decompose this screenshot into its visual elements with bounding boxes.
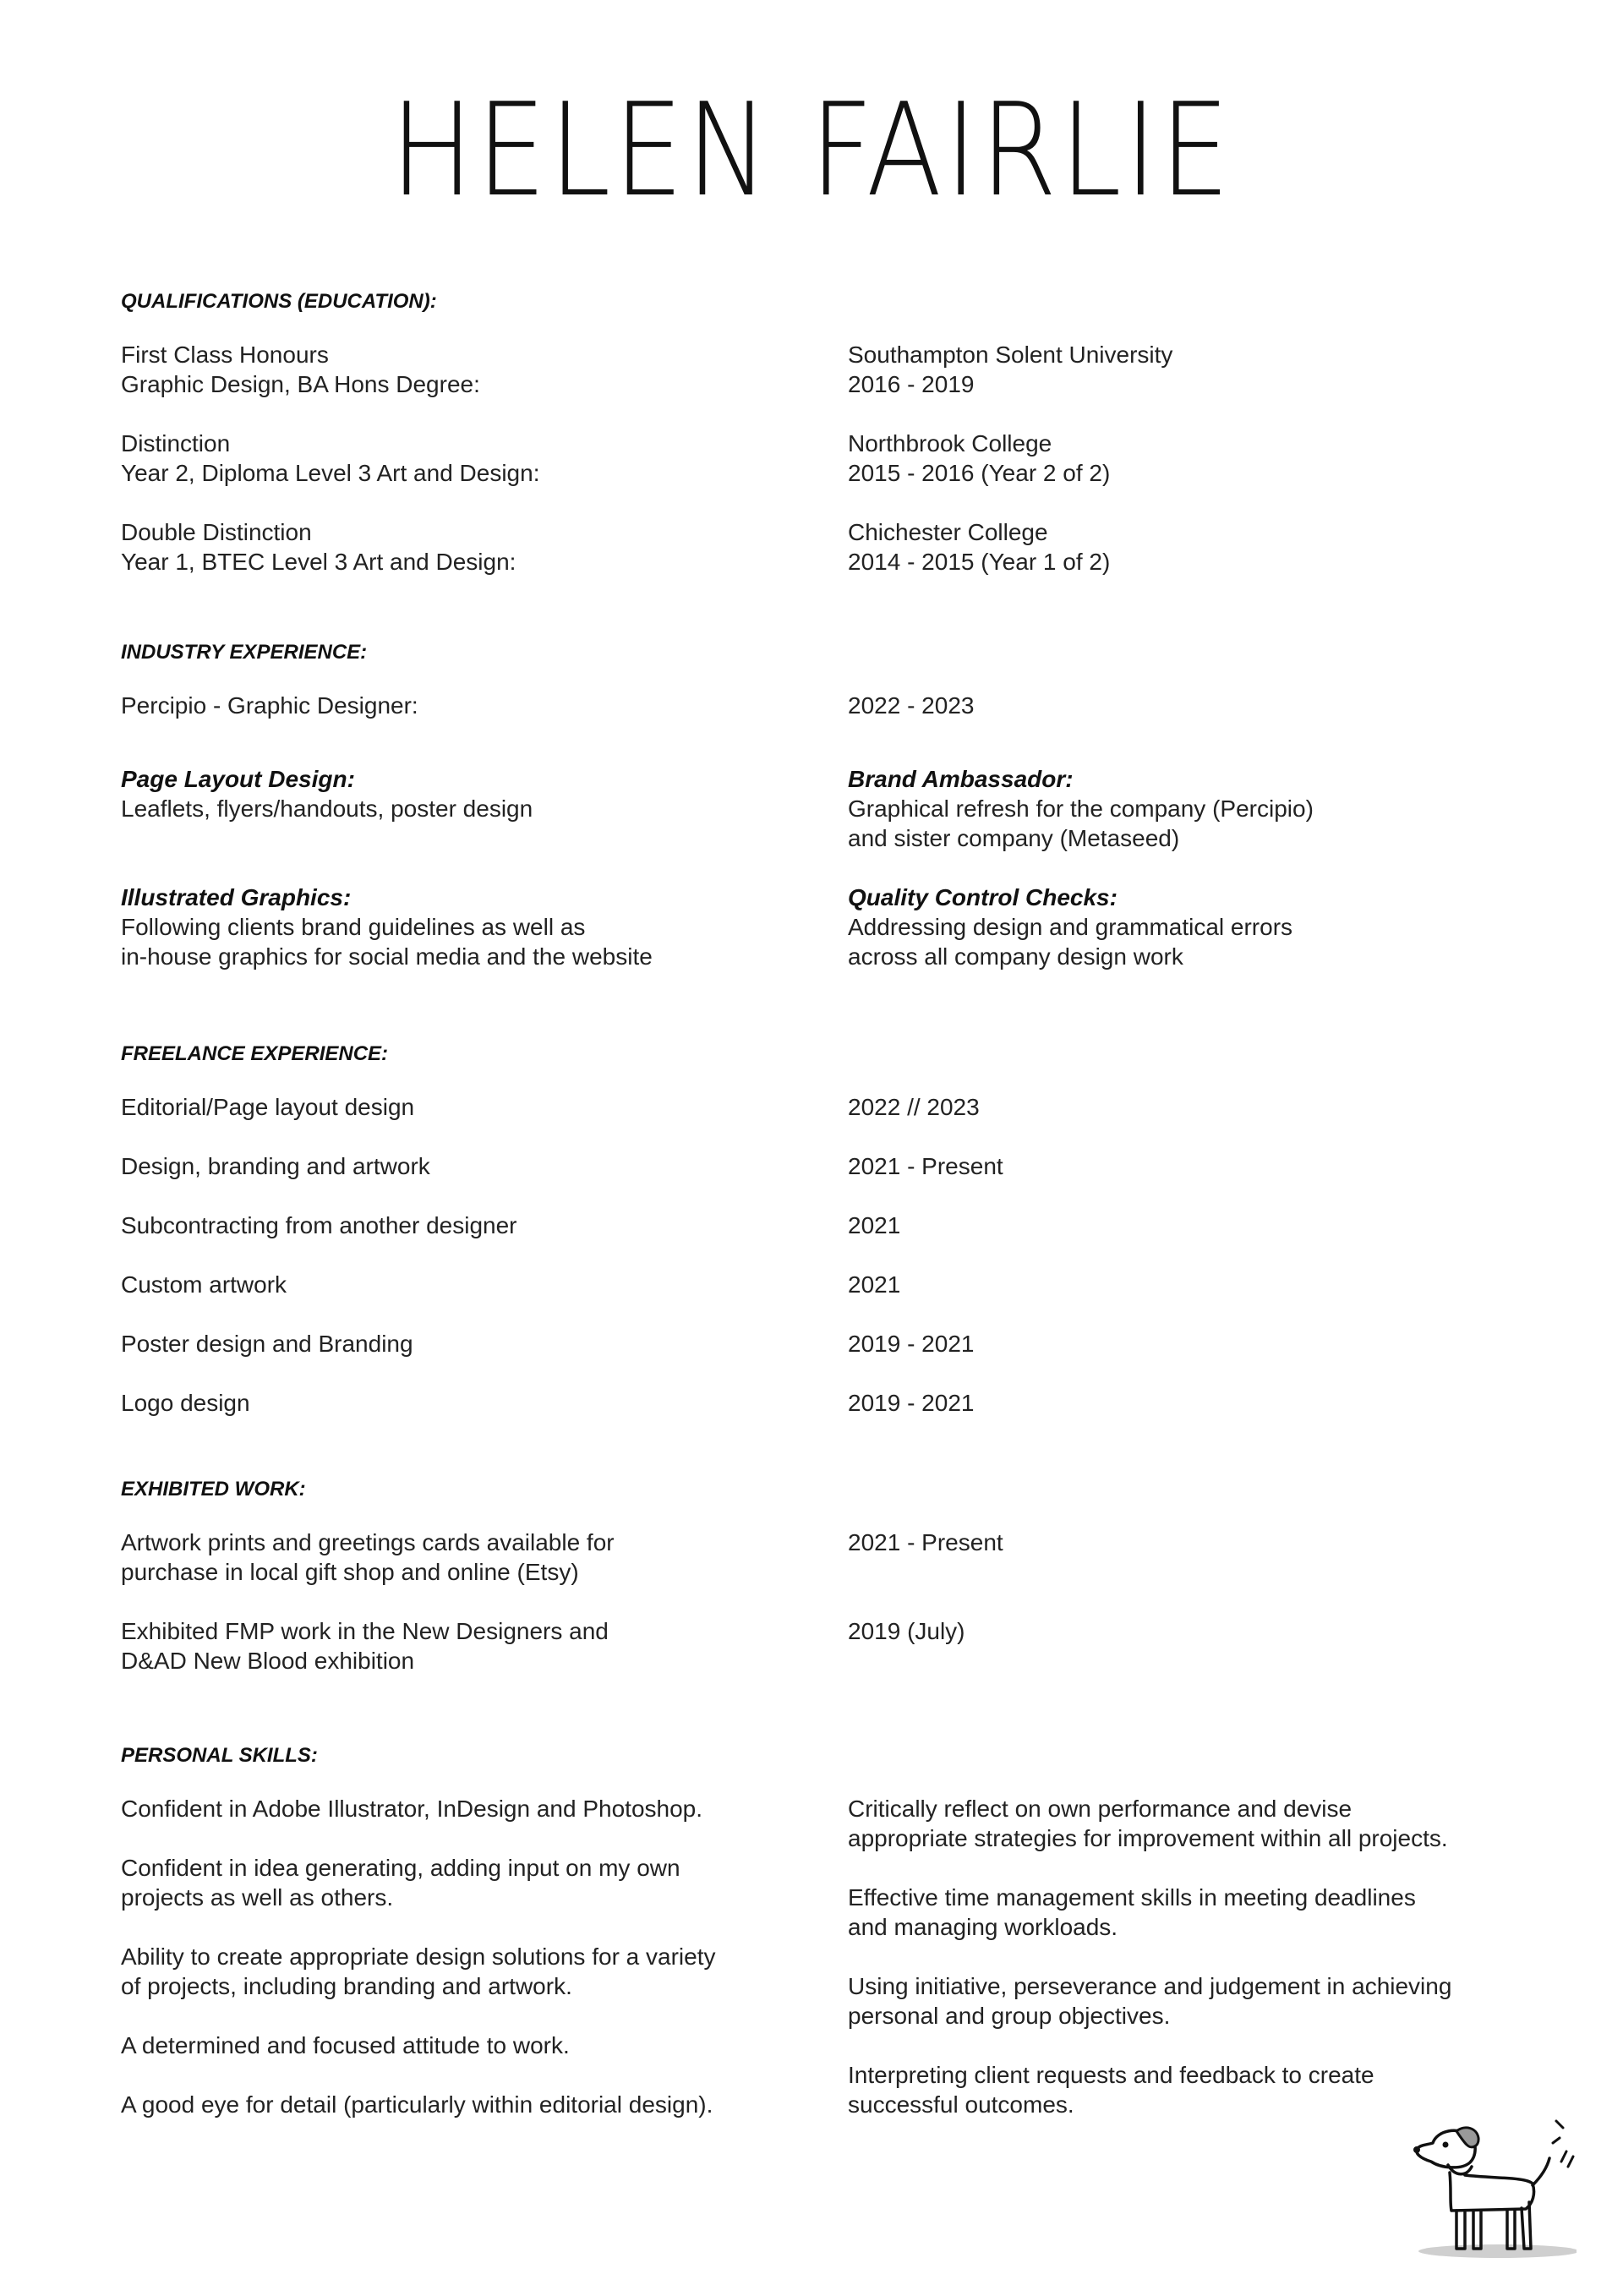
- freelance-section: [121, 1041, 1524, 1418]
- freelance-dates: 2022 // 2023: [848, 1094, 980, 1120]
- skill-item: Using initiative, perseverance and judgement in achieving personal and group objectives.: [848, 1973, 1452, 2029]
- freelance-row: [121, 1329, 1524, 1358]
- dog-shadow: [1418, 2244, 1577, 2258]
- industry-role-dates: 2022 - 2023: [848, 692, 975, 719]
- qualification-row: [121, 340, 1524, 399]
- qualification-row: [121, 517, 1524, 577]
- exhibited-row: [121, 1616, 1524, 1676]
- qualification-title: First Class Honours Graphic Design, BA Hons Degree:: [121, 342, 480, 397]
- exhibited-item: Artwork prints and greetings cards available for purchase in local gift shop and online (Etsy): [121, 1529, 615, 1585]
- exhibited-heading: EXHIBITED WORK:: [121, 1478, 306, 1501]
- qualification-institution: Southampton Solent University 2016 - 2019: [848, 342, 1173, 397]
- freelance-dates: 2021: [848, 1212, 901, 1238]
- freelance-row: [121, 1211, 1524, 1240]
- qualification-row: [121, 429, 1524, 488]
- freelance-dates: 2021: [848, 1271, 901, 1298]
- cv-name-title: HELEN FAIRLIE: [390, 75, 1233, 225]
- industry-detail-title: Page Layout Design:: [121, 766, 355, 792]
- industry-detail-text: Addressing design and grammatical errors across all company design work: [848, 914, 1293, 970]
- industry-experience-section: [121, 640, 1524, 971]
- skill-item: A determined and focused attitude to work.: [121, 2032, 570, 2058]
- qualification-title: Distinction Year 2, Diploma Level 3 Art and Design:: [121, 430, 540, 486]
- qualification-institution: Northbrook College 2015 - 2016 (Year 2 of 2): [848, 430, 1111, 486]
- industry-role-row: [121, 691, 1524, 720]
- exhibited-item: Exhibited FMP work in the New Designers and D&AD New Blood exhibition: [121, 1618, 609, 1674]
- dog-illustration-icon: [1399, 2109, 1577, 2261]
- freelance-item: Design, branding and artwork: [121, 1153, 430, 1179]
- freelance-dates: 2019 - 2021: [848, 1390, 975, 1416]
- freelance-row: [121, 1092, 1524, 1122]
- skill-item: Ability to create appropriate design solutions for a variety of projects, including branding and artwork.: [121, 1943, 716, 1999]
- industry-detail-text: Leaflets, flyers/handouts, poster design: [121, 795, 533, 822]
- skill-item: Confident in Adobe Illustrator, InDesign and Photoshop.: [121, 1796, 703, 1822]
- industry-detail-text: Following clients brand guidelines as well as in-house graphics for social media and the website: [121, 914, 653, 970]
- freelance-item: Custom artwork: [121, 1271, 287, 1298]
- freelance-heading: FREELANCE EXPERIENCE:: [121, 1042, 389, 1065]
- skill-item: Confident in idea generating, adding input on my own projects as well as others.: [121, 1855, 680, 1911]
- industry-detail-title: Quality Control Checks:: [848, 884, 1118, 910]
- freelance-item: Editorial/Page layout design: [121, 1094, 415, 1120]
- freelance-row: [121, 1388, 1524, 1418]
- skill-item: A good eye for detail (particularly within editorial design).: [121, 2091, 713, 2118]
- freelance-item: Poster design and Branding: [121, 1331, 413, 1357]
- industry-role: Percipio - Graphic Designer:: [121, 692, 418, 719]
- industry-detail-title: Brand Ambassador:: [848, 766, 1074, 792]
- skills-section: [121, 1743, 1524, 2119]
- industry-heading: INDUSTRY EXPERIENCE:: [121, 641, 368, 664]
- industry-detail-text: Graphical refresh for the company (Percipio) and sister company (Metaseed): [848, 795, 1314, 851]
- qualification-title: Double Distinction Year 1, BTEC Level 3 Art and Design:: [121, 519, 516, 575]
- skills-heading: PERSONAL SKILLS:: [121, 1744, 318, 1767]
- freelance-dates: 2019 - 2021: [848, 1331, 975, 1357]
- qualification-institution: Chichester College 2014 - 2015 (Year 1 of 2): [848, 519, 1111, 575]
- freelance-item: Subcontracting from another designer: [121, 1212, 517, 1238]
- exhibited-dates: 2019 (July): [848, 1618, 965, 1644]
- exhibited-row: [121, 1528, 1524, 1587]
- freelance-dates: 2021 - Present: [848, 1153, 1003, 1179]
- exhibited-dates: 2021 - Present: [848, 1529, 1003, 1555]
- industry-detail-row: [121, 764, 1524, 853]
- exhibited-section: [121, 1477, 1524, 1676]
- industry-detail-row: [121, 883, 1524, 971]
- freelance-item: Logo design: [121, 1390, 250, 1416]
- freelance-row: [121, 1270, 1524, 1299]
- skill-item: Interpreting client requests and feedback to create successful outcomes.: [848, 2062, 1374, 2118]
- industry-detail-title: Illustrated Graphics:: [121, 884, 352, 910]
- skills-columns: [121, 1794, 1524, 2119]
- qualifications-heading: QUALIFICATIONS (EDUCATION):: [121, 290, 437, 313]
- qualifications-section: [121, 289, 1524, 577]
- freelance-row: [121, 1151, 1524, 1181]
- skill-item: Effective time management skills in meeting deadlines and managing workloads.: [848, 1884, 1416, 1940]
- skill-item: Critically reflect on own performance and devise appropriate strategies for improvement within all projects.: [848, 1796, 1448, 1851]
